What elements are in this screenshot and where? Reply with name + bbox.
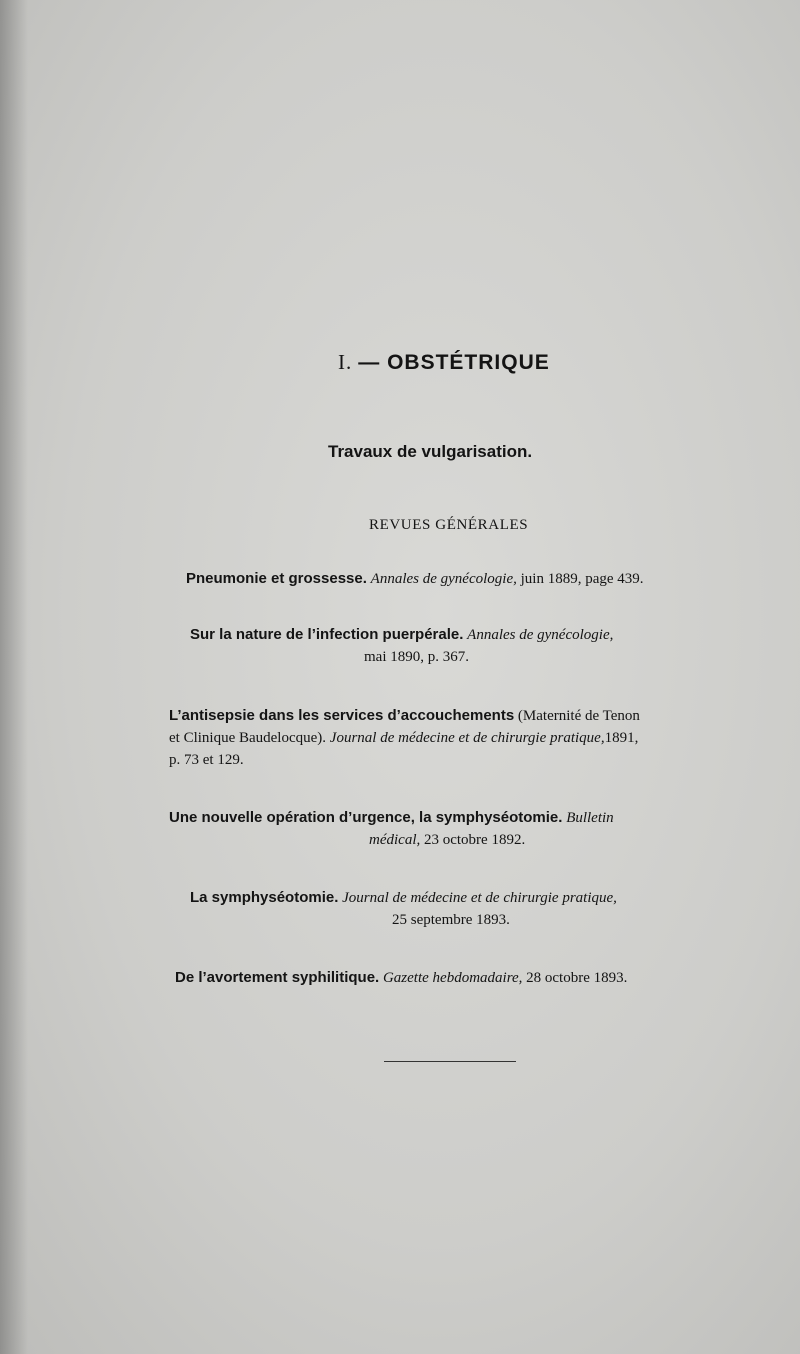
entry-title: Une nouvelle opération d’urgence, la symphyséotomie. bbox=[169, 809, 563, 826]
entry-details: 28 octobre 1893. bbox=[526, 970, 628, 986]
entry-parenthetical: (Maternité de Tenon bbox=[517, 708, 640, 724]
bibliography-entry bbox=[175, 967, 627, 989]
entry-details: mai 1890, p. 367. bbox=[364, 649, 469, 665]
entry-title: De l’avortement syphilitique. bbox=[175, 969, 380, 986]
entry-journal: Journal de médecine et de chirurgie pratique, bbox=[329, 730, 605, 746]
entry-journal: Annales de gynécologie, bbox=[467, 627, 614, 643]
entry-details: p. 73 et 129. bbox=[169, 752, 244, 768]
entry-title: La symphyséotomie. bbox=[190, 889, 339, 906]
horizontal-rule bbox=[384, 1061, 516, 1062]
entry-journal: Annales de gynécologie, bbox=[370, 571, 517, 587]
section-heading bbox=[338, 350, 550, 375]
entry-journal: Gazette hebdomadaire, bbox=[382, 970, 523, 986]
entry-title: Pneumonie et grossesse. bbox=[186, 570, 367, 587]
entry-details: juin 1889, page 439. bbox=[520, 571, 644, 587]
entry-journal-cont: médical, bbox=[369, 832, 421, 848]
bibliography-entry bbox=[190, 624, 613, 668]
binding-shadow bbox=[0, 0, 28, 1354]
entry-details-line bbox=[169, 829, 614, 851]
bibliography-entry bbox=[169, 807, 614, 851]
bibliography-entry bbox=[186, 568, 644, 590]
entry-title: Sur la nature de l’infection puerpérale. bbox=[190, 626, 464, 643]
bibliography-entry bbox=[190, 887, 617, 931]
entry-journal: Journal de médecine et de chirurgie pratique, bbox=[342, 890, 617, 906]
category-heading: REVUES GÉNÉRALES bbox=[369, 517, 529, 533]
entry-year: 1891, bbox=[604, 730, 639, 746]
section-number: I. bbox=[338, 350, 353, 374]
entry-title: L’antisepsie dans les services d’accouchements bbox=[169, 707, 515, 724]
entry-details: 25 septembre 1893. bbox=[392, 912, 510, 928]
subsection-heading: Travaux de vulgarisation. bbox=[328, 442, 533, 461]
entry-journal: Bulletin bbox=[566, 810, 614, 826]
bibliography-entry bbox=[169, 705, 640, 771]
entry-details: 23 octobre 1892. bbox=[423, 832, 526, 848]
section-title: — OBSTÉTRIQUE bbox=[358, 351, 550, 374]
entry-parenthetical-cont: et Clinique Baudelocque). bbox=[169, 730, 327, 746]
